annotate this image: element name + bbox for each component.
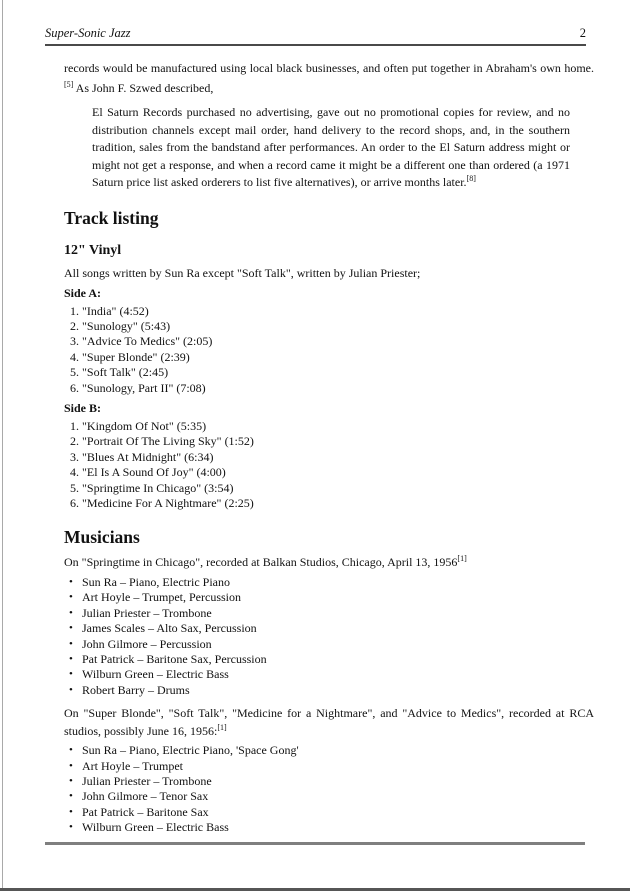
musician-item: • John Gilmore – Percussion (82, 637, 594, 652)
side-a-track-list (64, 304, 594, 396)
session1-intro-text: On "Springtime in Chicago", recorded at Balkan Studios, Chicago, April 13, 1956 (64, 555, 458, 570)
track-item: 4. "Super Blonde" (2:39) (82, 350, 594, 365)
header-title: Super-Sonic Jazz (45, 26, 131, 40)
intro-text-after: As John F. Szwed described, (73, 81, 214, 95)
track-item: 4. "El Is A Sound Of Joy" (4:00) (82, 465, 594, 480)
session1-intro (64, 554, 594, 572)
track-item: 5. "Springtime In Chicago" (3:54) (82, 481, 594, 496)
musician-item: • Art Hoyle – Trumpet (82, 759, 594, 774)
track-item: 3. "Blues At Midnight" (6:34) (82, 450, 594, 465)
musician-item: • Robert Barry – Drums (82, 683, 594, 698)
track-item: 2. "Sunology" (5:43) (82, 319, 594, 334)
session2-musician-list (64, 743, 594, 835)
session1-musician-list (64, 575, 594, 698)
musician-item: • Wilburn Green – Electric Bass (82, 820, 594, 835)
songwriting-note: All songs written by Sun Ra except "Soft Talk", written by Julian Priester; (64, 265, 421, 280)
track-item: 6. "Sunology, Part II" (7:08) (82, 381, 594, 396)
intro-text: records would be manufactured using local black businesses, and often put together in Abraham's own home. (64, 61, 594, 75)
side-a-label: Side A: (64, 285, 102, 300)
szwed-blockquote (92, 104, 570, 192)
track-item: 1. "India" (4:52) (82, 304, 594, 319)
musician-item: • Art Hoyle – Trumpet, Percussion (82, 590, 594, 605)
footnote-ref-8: [8] (466, 174, 476, 183)
page-number: 2 (579, 26, 586, 40)
musician-item: • Sun Ra – Piano, Electric Piano, 'Space Gong' (82, 743, 594, 758)
musician-item: • Julian Priester – Trombone (82, 774, 594, 789)
footnote-ref-1: [1] (217, 722, 227, 732)
track-item: 2. "Portrait Of The Living Sky" (1:52) (82, 434, 594, 449)
track-item: 3. "Advice To Medics" (2:05) (82, 334, 594, 349)
section-heading-musicians: Musicians (64, 527, 140, 548)
running-header (45, 26, 586, 46)
musician-item: • Julian Priester – Trombone (82, 606, 594, 621)
section-heading-track-listing: Track listing (64, 207, 159, 228)
session2-intro-text: On "Super Blonde", "Soft Talk", "Medicine for a Nightmare", and "Advice to Medics", recorded at RCA studios, possibly June 16, 1956: (64, 706, 594, 738)
footnote-ref-1: [1] (457, 554, 467, 564)
musician-item: • Wilburn Green – Electric Bass (82, 667, 594, 682)
footer-rule (45, 842, 585, 845)
track-item: 5. "Soft Talk" (2:45) (82, 365, 594, 380)
track-item: 1. "Kingdom Of Not" (5:35) (82, 419, 594, 434)
track-item: 6. "Medicine For A Nightmare" (2:25) (82, 496, 594, 511)
subsection-heading-vinyl: 12" Vinyl (64, 242, 122, 258)
blockquote-text: El Saturn Records purchased no advertising, gave out no promotional copies for review, and no distribution channels except mail order, hand delivery to the record shops, and, in the southern tradition, sales from the bandstand after performances. An order to the El Saturn address might or might not get a response, and when a record came it might be a different one than ordered (a 1971 Saturn price list asked orderers to list five alternatives), or arrive months later. (92, 105, 570, 189)
page-left-edge (2, 0, 3, 891)
side-b-track-list (64, 419, 594, 511)
footnote-ref-5: [5] (64, 80, 74, 89)
page-content (64, 58, 594, 836)
session2-intro (64, 705, 594, 740)
musician-item: • Sun Ra – Piano, Electric Piano (82, 575, 594, 590)
side-b-label: Side B: (64, 400, 102, 415)
musician-item: • Pat Patrick – Baritone Sax, Percussion (82, 652, 594, 667)
intro-paragraph (64, 58, 594, 98)
musician-item: • Pat Patrick – Baritone Sax (82, 805, 594, 820)
musician-item: • James Scales – Alto Sax, Percussion (82, 621, 594, 636)
musician-item: • John Gilmore – Tenor Sax (82, 789, 594, 804)
